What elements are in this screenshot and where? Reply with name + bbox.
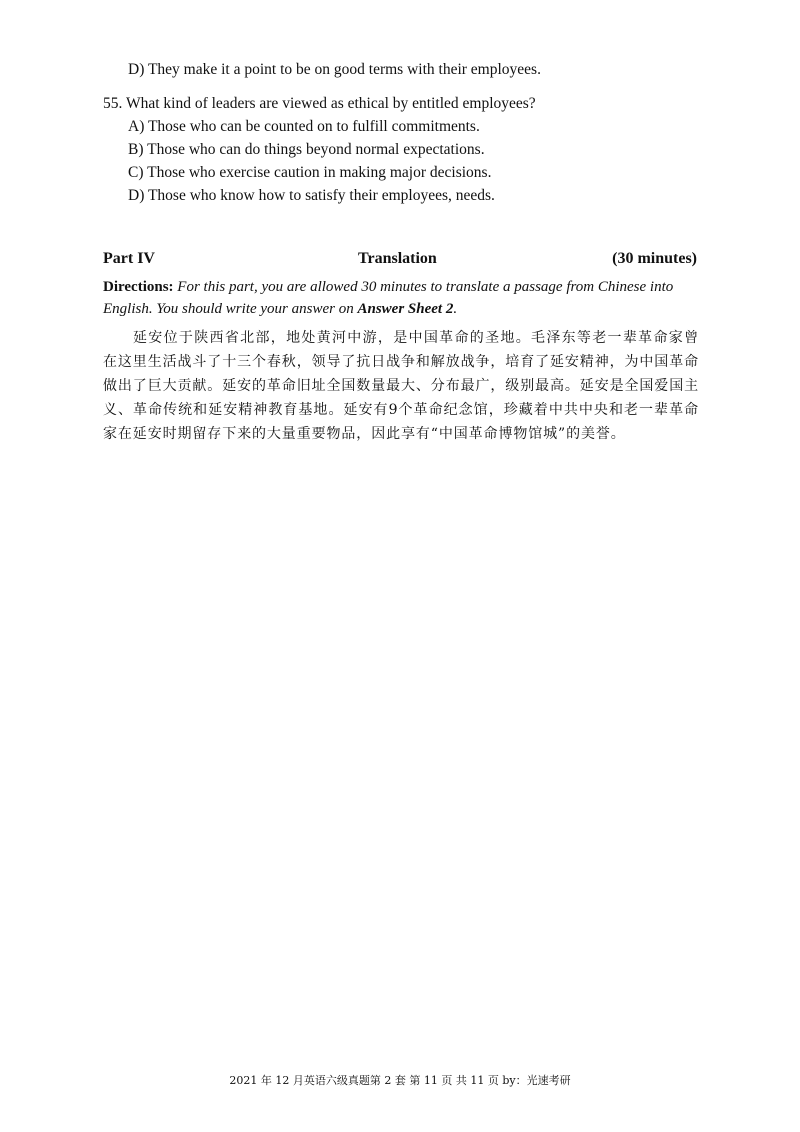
part-iv-header <box>103 250 697 272</box>
question-55-option-b: B) Those who can do things beyond normal expectations. <box>128 141 485 158</box>
question-55-stem: 55. What kind of leaders are viewed as ethical by entitled employees? <box>103 95 536 112</box>
time-limit: (30 minutes) <box>612 250 697 267</box>
question-55-option-c: C) Those who exercise caution in making major decisions. <box>128 164 492 181</box>
page-footer: 2021 年 12 月英语六级真题第 2 套 第 11 页 共 11 页 by：光速考研 <box>229 1074 571 1087</box>
section-title: Translation <box>358 250 437 267</box>
question-54-option-d: D) They make it a point to be on good terms with their employees. <box>128 61 541 78</box>
chinese-passage: 延安位于陕西省北部，地处黄河中游，是中国革命的圣地。毛泽东等老一辈革命家曾在这里生活战斗了十三个春秋，领导了抗日战争和解放战争，培育了延安精神，为中国革命做出了巨大贡献。延安的革命旧址全国数量最大、分布最广，级别最高。延安是全国爱国主义、革命传统和延安精神教育基地。延安有9个革命纪念馆，珍藏着中共中央和老一辈革命家在延安时期留存下来的大量重要物品，因此享有“中国革命博物馆城”的美誉。 <box>103 330 699 442</box>
directions-label: Directions: <box>103 279 174 295</box>
directions <box>103 276 699 320</box>
question-55-option-d: D) Those who know how to satisfy their employees, needs. <box>128 187 495 204</box>
question-55-option-a: A) Those who can be counted on to fulfill commitments. <box>128 118 480 135</box>
directions-end: . <box>453 301 458 317</box>
part-label: Part IV <box>103 250 155 267</box>
answer-sheet-ref: Answer Sheet 2 <box>357 301 454 317</box>
directions-text: For this part, you are allowed 30 minutes to translate a passage from Chinese into English. You should write your answer on <box>103 279 674 317</box>
